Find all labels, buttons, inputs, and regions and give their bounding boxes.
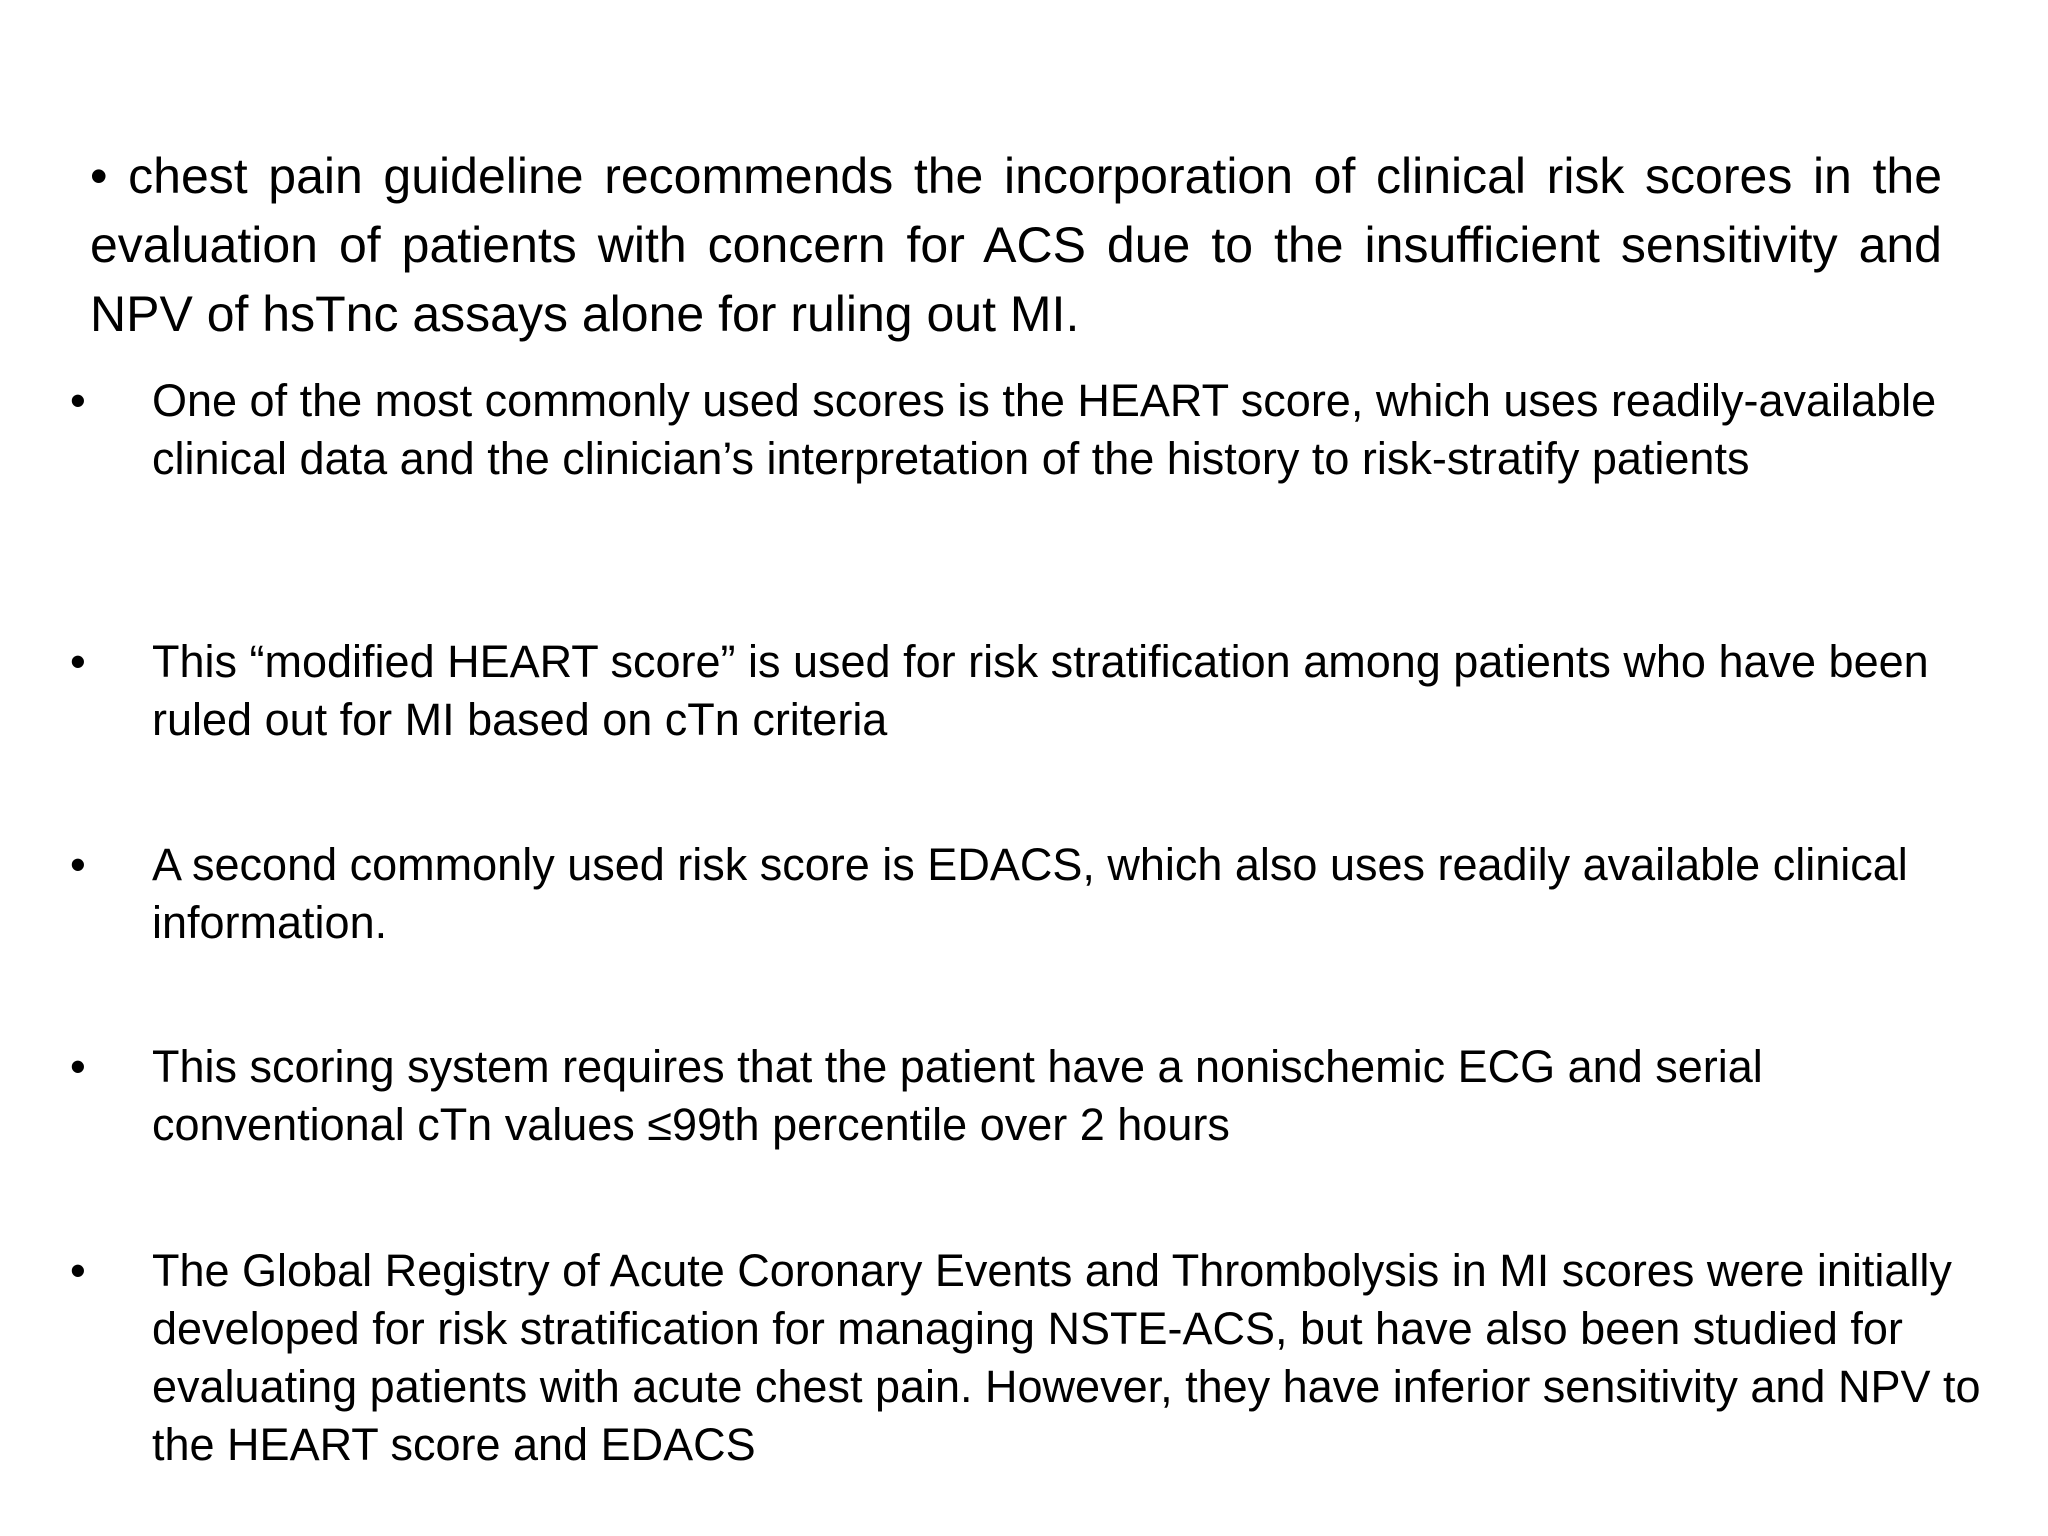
bullet-text: The Global Registry of Acute Coronary Events and Thrombolysis in MI scores were initially developed for risk stratification for managing NSTE-ACS, but have also been studied for evaluating patients with acute chest pain. However, they have inferior sensitivity and NPV to the HEART score and EDACS [152,1245,1981,1470]
bullet-text: One of the most commonly used scores is the HEART score, which uses readily-available clinical data and the clinician’s interpretation of the history to risk-stratify patients [152,375,1937,484]
bullet-text: This scoring system requires that the patient have a nonischemic ECG and serial conventional cTn values ≤99th percentile over 2 hours [152,1041,1763,1150]
bullet-marker: • [70,1245,86,1296]
bullet-text: This “modified HEART score” is used for risk stratification among patients who have been ruled out for MI based on cTn criteria [152,636,1929,745]
bullet-marker: • [70,636,86,687]
bullet-marker: • [70,1041,86,1092]
intro-paragraph: • chest pain guideline recommends the incorporation of clinical risk scores in the evaluation of patients with concern for ACS due to the insufficient sensitivity and NPV of hsTnc assays alone for ruling out MI. [90,148,1942,342]
bullet-marker: • [70,839,86,890]
bullet-text: A second commonly used risk score is EDACS, which also uses readily available clinical information. [152,839,1908,948]
bullet-marker: • [70,375,86,426]
